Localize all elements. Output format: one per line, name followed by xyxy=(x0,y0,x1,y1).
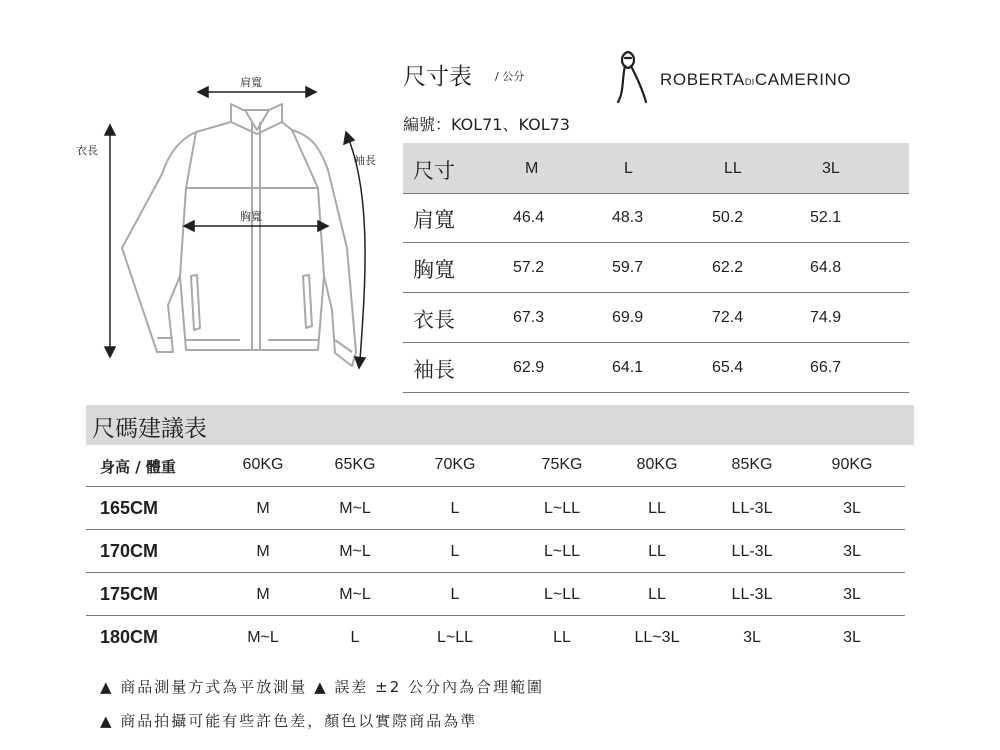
size-value-cell: 65.4 xyxy=(712,359,744,376)
weight-header-cell: 80KG xyxy=(636,456,678,473)
size-value-cell: 50.2 xyxy=(712,209,744,226)
recommend-size-cell: 3L xyxy=(843,629,861,646)
size-chart-title: 尺寸表 xyxy=(403,64,472,90)
recommend-size-cell: LL xyxy=(648,586,666,603)
height-row-label: 165CM xyxy=(100,498,159,518)
note-measurement: ▲ 商品測量方式為平放測量 ▲ 誤差 ±2 公分內為合理範圍 xyxy=(100,678,545,696)
size-row-label: 胸寬 xyxy=(413,258,455,282)
size-header-cell: 3L xyxy=(822,160,840,177)
size-value-cell: 66.7 xyxy=(810,359,842,376)
recommend-size-cell: L xyxy=(450,500,460,517)
size-value-cell: 72.4 xyxy=(712,309,744,326)
size-header-label: 尺寸 xyxy=(413,159,455,183)
recommend-size-cell: LL-3L xyxy=(731,500,773,517)
size-header-cell: LL xyxy=(724,160,742,177)
size-table-divider xyxy=(403,342,909,343)
recommend-size-cell: L xyxy=(450,586,460,603)
size-table-divider xyxy=(403,292,909,293)
length-label: 衣長 xyxy=(76,144,98,157)
height-row-label: 180CM xyxy=(100,627,159,647)
size-value-cell: 69.9 xyxy=(612,309,644,326)
recommend-size-cell: M xyxy=(256,586,270,603)
height-row-label: 170CM xyxy=(100,541,159,561)
recommend-table-divider xyxy=(86,572,905,573)
jacket-outline xyxy=(60,70,400,390)
size-table-divider xyxy=(403,392,909,393)
recommend-size-cell: 3L xyxy=(843,500,861,517)
recommend-size-cell: M xyxy=(256,500,270,517)
recommend-size-cell: LL-3L xyxy=(731,543,773,560)
recommend-size-cell: M~L xyxy=(247,629,279,646)
sleeve-label: 袖長 xyxy=(354,154,376,167)
recommend-size-cell: M xyxy=(256,543,270,560)
weight-header-cell: 70KG xyxy=(434,456,476,473)
recommend-title: 尺碼建議表 xyxy=(92,416,207,442)
recommend-table-divider xyxy=(86,663,905,664)
height-row-label: 175CM xyxy=(100,584,159,604)
recommend-size-cell: LL~3L xyxy=(634,629,680,646)
size-value-cell: 62.9 xyxy=(513,359,545,376)
recommend-title-bar xyxy=(86,405,914,445)
recommend-size-cell: L xyxy=(450,543,460,560)
jacket-diagram xyxy=(60,70,400,390)
recommend-table-divider xyxy=(86,486,905,487)
size-value-cell: 48.3 xyxy=(612,209,644,226)
recommend-table-divider xyxy=(86,529,905,530)
recommend-size-cell: LL xyxy=(553,629,571,646)
brand-logo-icon xyxy=(614,48,652,110)
recommend-size-cell: M~L xyxy=(339,586,371,603)
size-value-cell: 64.1 xyxy=(612,359,644,376)
recommend-size-cell: 3L xyxy=(843,543,861,560)
recommend-size-cell: M~L xyxy=(339,543,371,560)
size-header-cell: M xyxy=(525,160,539,177)
recommend-size-cell: L xyxy=(350,629,360,646)
recommend-size-cell: M~L xyxy=(339,500,371,517)
size-value-cell: 64.8 xyxy=(810,259,842,276)
size-value-cell: 74.9 xyxy=(810,309,842,326)
size-row-label: 袖長 xyxy=(413,358,455,382)
note-color: ▲ 商品拍攝可能有些許色差，顏色以實際商品為準 xyxy=(100,712,478,730)
weight-header-cell: 65KG xyxy=(334,456,376,473)
weight-header-cell: 90KG xyxy=(831,456,873,473)
recommend-size-cell: 3L xyxy=(843,586,861,603)
recommend-size-cell: LL-3L xyxy=(731,586,773,603)
recommend-size-cell: L~LL xyxy=(543,586,581,603)
size-value-cell: 62.2 xyxy=(712,259,744,276)
size-value-cell: 57.2 xyxy=(513,259,545,276)
weight-header-cell: 60KG xyxy=(242,456,284,473)
size-header-cell: L xyxy=(624,160,633,177)
model-number: 編號：KOL71、KOL73 xyxy=(403,115,570,134)
brand-name: ROBERTADICAMERINO xyxy=(660,70,852,89)
size-value-cell: 52.1 xyxy=(810,209,842,226)
shoulder-label: 肩寬 xyxy=(240,76,262,89)
size-value-cell: 46.4 xyxy=(513,209,545,226)
size-row-label: 肩寬 xyxy=(413,208,455,232)
size-row-label: 衣長 xyxy=(413,308,455,332)
recommend-size-cell: LL xyxy=(648,500,666,517)
weight-header-cell: 75KG xyxy=(541,456,583,473)
recommend-table-divider xyxy=(86,615,905,616)
size-value-cell: 59.7 xyxy=(612,259,644,276)
chest-label: 胸寬 xyxy=(240,210,262,223)
recommend-corner-label: 身高 / 體重 xyxy=(100,458,176,476)
size-value-cell: 67.3 xyxy=(513,309,545,326)
recommend-size-cell: L~LL xyxy=(543,543,581,560)
recommend-size-cell: LL xyxy=(648,543,666,560)
unit-label: / 公分 xyxy=(495,70,525,83)
recommend-size-cell: 3L xyxy=(743,629,761,646)
recommend-size-cell: L~LL xyxy=(436,629,474,646)
recommend-size-cell: L~LL xyxy=(543,500,581,517)
size-table-divider xyxy=(403,242,909,243)
size-table-divider xyxy=(403,193,909,194)
weight-header-cell: 85KG xyxy=(731,456,773,473)
